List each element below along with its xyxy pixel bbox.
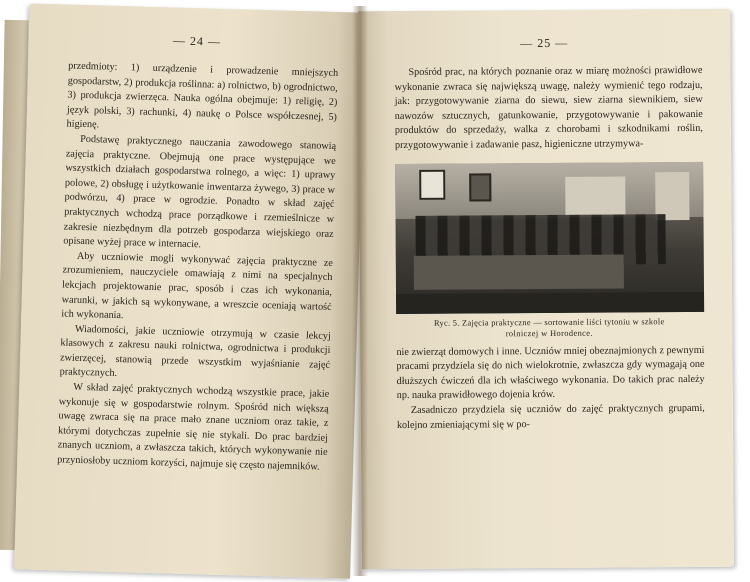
paragraph: Wiadomości, jakie uczniowie otrzymują w czasie lekcyj klasowych z zakresu nauki rolnictwa, ogrodnictwa i produkcji zwierzęcej, stanowią przede wszystkim wyjaśnianie zajęć praktycznych. (59, 323, 331, 380)
photo-floor (396, 291, 704, 313)
caption-line-1: Ryc. 5. Zajęcia praktyczne — sortowanie liści tytoniu w szkole (433, 316, 665, 328)
photo-table (414, 254, 624, 289)
right-page-text-top (358, 64, 731, 154)
paragraph: Podstawę praktycznego nauczania zawodowego stanowią zajęcia praktyczne. Obejmują one prace występujące we wszystkich działach gospodarstwa rolnego, a więc: 1) uprawy polowe, 2) obsługę i użytkowanie inwentarza żywego, 3) prace w podwórzu, 4) prace w ogrodzie. Ponadto w skład zajęć praktycznych wchodzą prace porządkowe i rzemieślnicze w zakresie niezbędnym dla potrzeb gospodarza wiejskiego oraz opisane wyżej prace w internacie. (63, 133, 337, 251)
left-page-text (17, 58, 364, 476)
paragraph: Zasadniczo przydziela się uczniów do zajęć praktycznych grupami, kolejno zmieniającymi się w po- (396, 402, 705, 431)
photo-board (565, 176, 625, 216)
caption-line-2: rolniczej w Horodence. (505, 328, 593, 338)
photo-emblem (419, 169, 445, 199)
paragraph: przedmioty: 1) urządzenie i prowadzenie mniejszych gospodarstw, 2) produkcja roślinna: a) rolnictwo, b) ogrodnictwo, 3) produkcja zwierzęca. Nauka ogólna obejmuje: 1) religię, 2) język polski, 3) rachunki, 4) naukę o Polsce współczesnej, 5) higienę. (66, 60, 339, 131)
paragraph: W skład zajęć praktycznych wchodzą wszystkie prace, jakie wykonuje się w gospodarstwie rolnym. Spośród nich większą uwagę zwraca się na prace mało znane uczniom oraz takie, z którymi dotychczas zupełnie się nie stykali. Do prac bardziej znanych uczniom, a zwłaszcza takich, których wykonywanie nie przyniosłoby uczniom korzyści, najmuje się często najemników. (57, 381, 330, 473)
page-number-right: — 25 — (520, 35, 569, 51)
paragraph: Spośród prac, na których poznanie oraz w miarę możności prawidłowe wykonanie zwraca się największą uwagę, należy wymienić tego rodzaju, jak: przygotowywanie ziarna do siewu, siew ziarna siewnikiem, siew nawozów sztucznych, gatunkowanie, przygotowywanie i pakowanie produktów do sprzedaży, walka z chorobami i szkodnikami roślin, przygotowywanie i zadawanie pasz, higieniczne utrzymywa- (394, 64, 703, 152)
left-page (14, 3, 366, 578)
book-spine (352, 6, 368, 576)
right-page-text-bottom (360, 343, 733, 433)
photo-poster (655, 172, 689, 220)
paragraph: nie zwierząt domowych i inne. Uczniów mniej obeznajmionych z pewnymi pracami przydziela się do nich wielokrotnie, zwłaszcza gdy wymagają one dłuższych ćwiczeń dla ich właściwego wykonania. Do takich prac należy np. nauka prawidłowego dojenia krów. (396, 344, 705, 402)
right-page (358, 9, 734, 570)
photo-portrait (469, 173, 491, 201)
photo-figure (395, 161, 704, 313)
paragraph: Aby uczniowie mogli wykonywać zajęcia praktyczne ze zrozumieniem, nauczyciele omawiają z nimi na specjalnych lekcjach projektowanie prac, sposób i czas ich wykonania, warunki, w jakich są wykonywane, a wreszcie oceniają wartość ich wykonania. (61, 250, 333, 322)
page-number-left: — 24 — (172, 33, 222, 49)
figure-caption (360, 315, 732, 346)
